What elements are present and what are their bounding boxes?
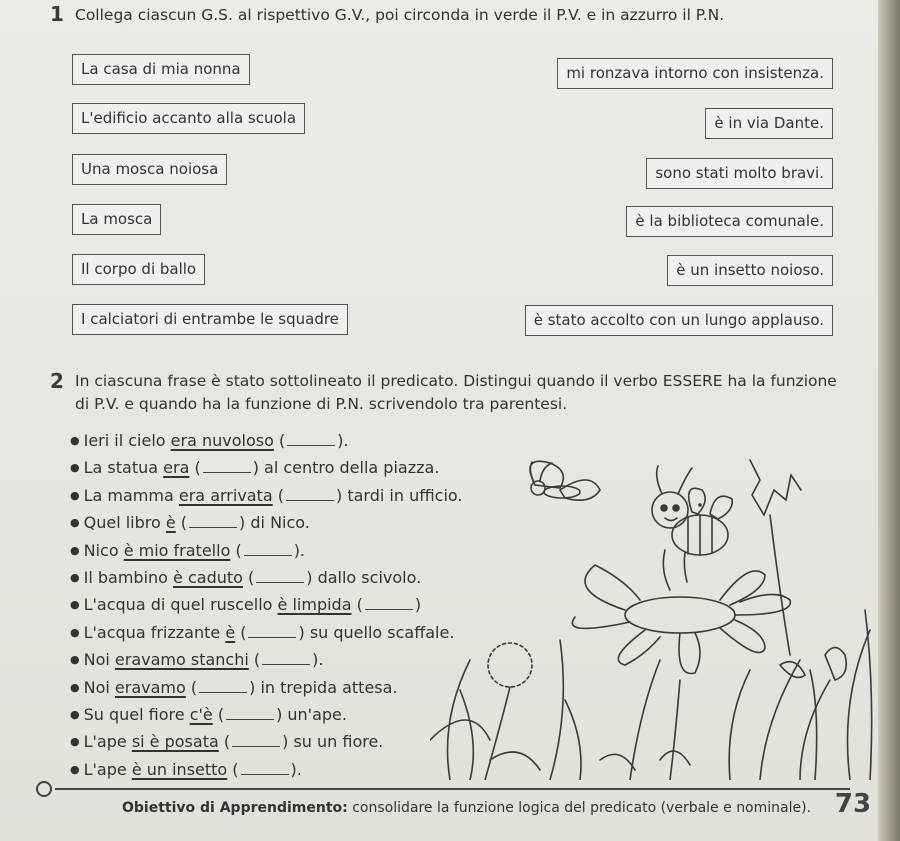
bullet-icon: ● — [70, 598, 80, 612]
underlined-predicate: è mio fratello — [123, 540, 231, 560]
underlined-predicate: c'è — [189, 705, 213, 724]
sentence-tail: ). — [312, 650, 324, 670]
exercise-1-instruction: Collega ciascun G.S. al rispettivo G.V., poi circonda in verde il P.V. e in azzurro il P.N. — [75, 6, 725, 24]
underlined-predicate: è limpida — [277, 595, 352, 615]
underlined-predicate: è caduto — [173, 568, 243, 587]
bee-on-flower-illustration — [430, 440, 878, 780]
answer-blank[interactable] — [286, 488, 334, 501]
bullet-icon: ● — [70, 653, 80, 667]
bullet-icon: ● — [70, 708, 80, 721]
learning-objective-label: Obiettivo di Apprendimento: — [122, 800, 348, 816]
open-paren: ( — [212, 705, 225, 724]
sentence-text: Noi — [83, 677, 115, 697]
subject-box-4[interactable]: La mosca — [72, 204, 161, 235]
bullet-icon: ● — [70, 461, 80, 475]
exercise-2-instruction-line-2: di P.V. e quando ha la funzione di P.N. scrivendolo tra parentesi. — [75, 395, 568, 413]
sentence-line — [70, 513, 310, 532]
underlined-predicate: era arrivata — [178, 485, 273, 505]
page-edge — [878, 0, 900, 841]
sentence-line — [70, 541, 305, 560]
exercise-2-number: 2 — [50, 369, 64, 393]
bee-icon — [652, 466, 732, 590]
sentence-line — [70, 678, 398, 697]
exercise-2-instruction-line-1: In ciascuna frase è stato sottolineato il predicato. Distingui quando il verbo ESSERE ha la funzione — [75, 372, 837, 390]
open-paren: ( — [227, 759, 239, 779]
sentence-line — [70, 650, 323, 669]
open-paren: ( — [185, 677, 198, 697]
footer-divider — [55, 788, 850, 790]
sentence-line — [70, 486, 463, 505]
sentence-text: La statua — [83, 458, 164, 478]
underlined-predicate: era nuvoloso — [170, 431, 274, 450]
answer-blank[interactable] — [365, 597, 413, 610]
sentence-tail: ) un'ape. — [276, 705, 347, 724]
underlined-predicate: era — [163, 458, 190, 478]
answer-blank[interactable] — [287, 433, 335, 446]
subject-box-2[interactable]: L'edificio accanto alla scuola — [72, 103, 305, 134]
bullet-icon: ● — [70, 434, 80, 447]
sentence-line — [70, 458, 439, 477]
bullet-icon: ● — [70, 488, 80, 502]
bullet-icon: ● — [70, 571, 80, 584]
sentence-text: L'acqua di quel ruscello — [83, 595, 278, 615]
predicate-box-6[interactable]: è stato accolto con un lungo applauso. — [525, 305, 833, 336]
answer-blank[interactable] — [232, 734, 280, 747]
subject-box-6[interactable]: I calciatori di entrambe le squadre — [72, 304, 348, 335]
bullet-icon: ● — [70, 625, 80, 639]
daisy-icon — [572, 565, 790, 780]
bullet-icon: ● — [70, 762, 80, 776]
learning-objective — [122, 800, 811, 816]
wildflower-icon — [699, 460, 801, 655]
open-paren: ( — [273, 431, 286, 450]
sentence-tail: ) di Nico. — [239, 513, 310, 533]
predicate-box-4[interactable]: è la biblioteca comunale. — [626, 206, 833, 237]
open-paren: ( — [189, 458, 201, 478]
answer-blank[interactable] — [256, 570, 304, 583]
sentence-text: L'ape — [83, 732, 132, 752]
predicate-box-3[interactable]: sono stati molto bravi. — [646, 158, 833, 189]
open-paren: ( — [218, 732, 231, 752]
sentence-text: L'acqua frizzante — [83, 622, 226, 642]
sentence-tail: ). — [290, 759, 302, 779]
open-paren: ( — [351, 595, 363, 615]
sentence-line — [70, 431, 349, 450]
sentence-text: La mamma — [83, 485, 179, 505]
answer-blank[interactable] — [199, 680, 247, 693]
predicate-box-1[interactable]: mi ronzava intorno con insistenza. — [557, 58, 833, 89]
answer-blank[interactable] — [241, 762, 289, 775]
answer-blank[interactable] — [248, 625, 296, 638]
underlined-predicate: è — [225, 622, 236, 642]
sentence-text: Su quel fiore — [83, 705, 190, 724]
sentence-tail: ). — [293, 540, 306, 560]
page-number: 73 — [834, 789, 872, 819]
butterfly-icon — [530, 461, 600, 500]
sentence-tail: ) al centro della piazza. — [252, 458, 440, 478]
bullet-icon: ● — [70, 543, 80, 557]
sentence-line — [70, 595, 421, 614]
open-paren: ( — [235, 622, 247, 642]
sentence-text: Ieri il cielo — [83, 431, 171, 450]
answer-blank[interactable] — [226, 707, 274, 720]
answer-blank[interactable] — [244, 543, 292, 556]
open-paren: ( — [248, 650, 261, 670]
sentence-tail: ). — [337, 431, 349, 450]
sentence-tail: ) su quello scaffale. — [298, 622, 455, 642]
sentence-line — [70, 732, 383, 751]
predicate-box-2[interactable]: è in via Dante. — [705, 108, 833, 139]
underlined-predicate: eravamo — [114, 677, 186, 697]
answer-blank[interactable] — [203, 460, 251, 473]
learning-objective-text: consolidare la funzione logica del predicato (verbale e nominale). — [347, 800, 812, 816]
underlined-predicate: è un insetto — [131, 759, 228, 779]
predicate-box-5[interactable]: è un insetto noioso. — [667, 255, 833, 286]
bullet-icon: ● — [70, 516, 80, 530]
open-paren: ( — [272, 485, 284, 505]
subject-box-5[interactable]: Il corpo di ballo — [72, 254, 205, 285]
exercise-1-number: 1 — [50, 2, 64, 26]
sentence-tail: ) tardi in ufficio. — [336, 485, 463, 505]
sentence-tail: ) su un fiore. — [282, 732, 384, 752]
subject-box-1[interactable]: La casa di mia nonna — [72, 54, 250, 85]
bullet-icon: ● — [70, 680, 80, 694]
sentence-line — [70, 760, 302, 779]
sentence-text: Nico — [83, 540, 124, 560]
sentence-text: L'ape — [83, 759, 132, 779]
bullet-icon: ● — [70, 735, 80, 749]
open-paren: ( — [230, 540, 242, 560]
underlined-predicate: è — [165, 513, 176, 533]
sentence-line — [70, 568, 421, 587]
open-paren: ( — [242, 568, 255, 587]
subject-box-3[interactable]: Una mosca noiosa — [72, 154, 227, 185]
sentence-text: Noi — [83, 650, 115, 670]
answer-blank[interactable] — [262, 652, 310, 665]
sentence-tail: ) dallo scivolo. — [306, 568, 422, 587]
sentence-tail: ) in trepida attesa. — [249, 677, 398, 697]
underlined-predicate: si è posata — [131, 732, 219, 752]
sentence-tail: ) — [414, 595, 422, 615]
sentence-text: Il bambino — [83, 568, 174, 587]
footer-bullet — [36, 781, 52, 797]
grass-icon — [430, 610, 872, 780]
answer-blank[interactable] — [189, 515, 237, 528]
sentence-line — [70, 623, 454, 642]
underlined-predicate: eravamo stanchi — [114, 650, 249, 670]
open-paren: ( — [175, 513, 188, 533]
sentence-text: Quel libro — [83, 513, 166, 533]
sentence-line — [70, 705, 347, 724]
